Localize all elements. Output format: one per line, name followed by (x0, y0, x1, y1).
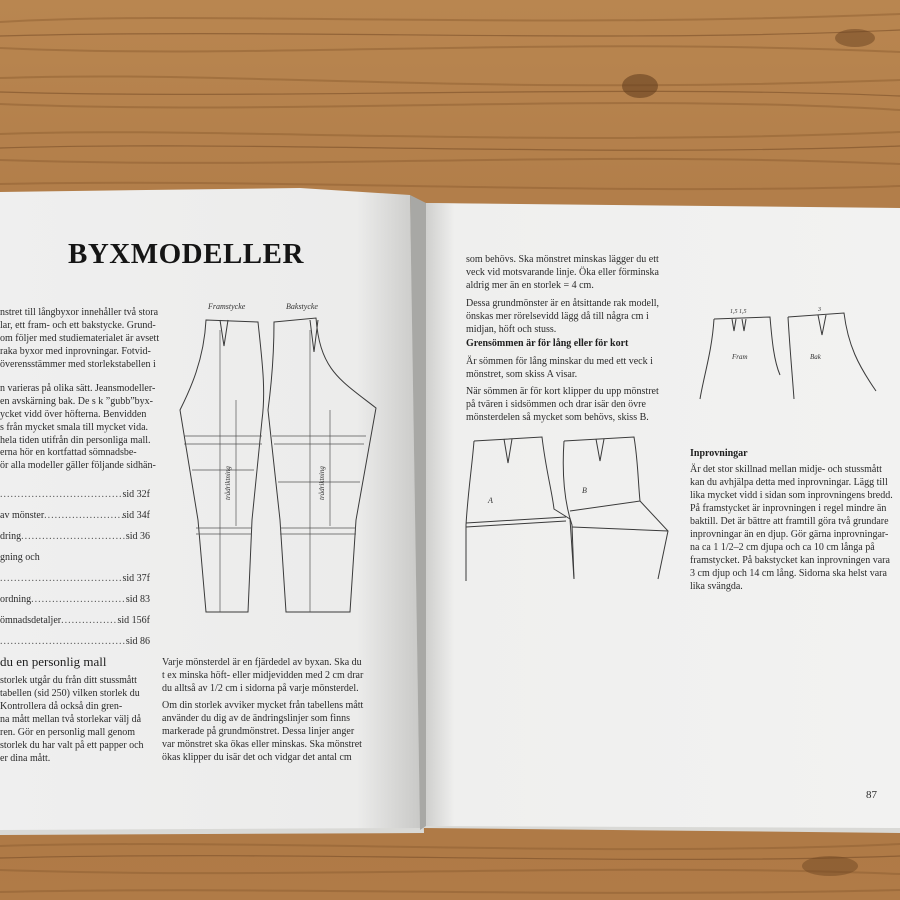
text-line: På framstycket är inprovningen i regel mindre än (690, 503, 887, 514)
sketch-a-outline (466, 437, 574, 581)
grain-label-front: trådriktning (224, 466, 232, 500)
front-piece-label: Framstycke (208, 302, 246, 311)
reference-item: gning och (0, 552, 40, 563)
back-dart-label: 3 (818, 307, 821, 313)
sketch-b-outline (563, 437, 668, 579)
text-line: Är sömmen för lång minskar du med ett veck i (466, 356, 653, 367)
text-line: lar, ett fram- och ett bakstycke. Grund- (0, 320, 156, 331)
continued-paragraph (466, 253, 682, 292)
reference-item: av mönster ..... sid 34f (0, 505, 150, 526)
text-line: Är det stor skillnad mellan midje- och stussmått (690, 464, 882, 475)
front-dart-label: 1,5 1,5 (730, 309, 747, 315)
trouser-pattern-figure (170, 300, 382, 618)
sketch-a-b (462, 431, 676, 591)
back-piece-outline (268, 318, 376, 612)
text-line: lika mycket vidd i sidan som inprovningens bredd. (690, 490, 893, 501)
text-line: 3 cm djup och 14 cm lång. Sidorna ska helst vara (690, 568, 887, 579)
reference-item: ..... sid 86 (0, 631, 150, 652)
text-line: ör alla modeller gäller följande sidhän- (0, 460, 156, 471)
text-line: storlek utgår du från ditt stussmått (0, 675, 137, 686)
text-line: en avskärning bak. De s k ”gubb”byx- (0, 396, 154, 407)
darts-heading: Inprovningar (690, 448, 748, 459)
text-line: ren. Gör en personlig mall genom (0, 727, 135, 738)
text-line: n varieras på olika sätt. Jeansmodeller- (0, 383, 156, 394)
text-line: När sömmen är för kort klipper du upp mönstret (466, 386, 659, 397)
text-line: veck vid motsvarande linje. Öka eller förminska (466, 267, 659, 278)
reference-item: ömnadsdetaljer ..... sid 156f (0, 610, 150, 631)
reference-item: ..... sid 32f (0, 484, 150, 505)
page-number: 87 (866, 789, 877, 801)
text-line: önskas mer rörelsevidd lägg då till några cm i (466, 311, 649, 322)
text-line: Varje mönsterdel är en fjärdedel av byxan. Ska du (162, 657, 362, 668)
text-line: ycket vidd över höfterna. Benvidden (0, 409, 147, 420)
seam-short-paragraph (466, 385, 682, 424)
text-line: hela tiden utifrån din personliga mall. (0, 435, 151, 446)
back-piece-label: Bakstycke (286, 302, 318, 311)
mall-paragraph (0, 674, 150, 765)
basic-model-paragraph (466, 297, 682, 336)
text-line: erna hör en kortfattad sömnadsbe- (0, 447, 137, 458)
reference-list (0, 484, 150, 652)
text-line: använder du dig av de ändringslinjer som finns (162, 713, 351, 724)
text-line: du alltså av 1/2 cm i sidorna på varje mönsterdel. (162, 683, 359, 694)
text-line: mönstret, som skiss A visar. (466, 369, 578, 380)
text-line: tabellen (sid 250) vilken storlek du (0, 688, 140, 699)
text-line: inprovningar än en djup. Gör gärna inprovningar- (690, 529, 889, 540)
crotch-seam-heading: Grensömmen är för lång eller för kort (466, 338, 629, 349)
section-heading: du en personlig mall (0, 654, 107, 669)
left-page (0, 192, 410, 830)
seam-long-paragraph (466, 355, 682, 381)
sewing-paragraph (0, 446, 160, 472)
text-line: nstret till långbyxor innehåller två stora (0, 307, 159, 318)
intro-paragraph (0, 306, 160, 371)
text-line: midjan, höft och stuss. (466, 324, 557, 335)
text-line: Om din storlek avviker mycket från tabellens mått (162, 700, 364, 711)
front-dart (220, 320, 228, 346)
text-line: na mått mellan två storlekar välj då (0, 714, 142, 725)
sketch-a-label: A (488, 496, 493, 505)
text-line: Kontrollera då också din gren- (0, 701, 123, 712)
reference-item: dring ..... sid 36 (0, 526, 150, 547)
text-line: storlek du har valt på ett papper och (0, 740, 144, 751)
text-line: markerade på grundmönstret. Dessa linjer anger (162, 726, 355, 737)
text-line: aldrig mer än en storlek = 4 cm. (466, 280, 594, 291)
text-line: Dessa grundmönster är en åtsittande rak modell, (466, 298, 659, 309)
text-line: överensstämmer med storlekstabellen i (0, 359, 156, 370)
text-line: er dina mått. (0, 753, 51, 764)
back-label: Bak (810, 353, 821, 361)
text-line: kan du avhjälpa detta med inprovningar. Lägg till (690, 477, 888, 488)
text-line: framstycket. På bakstycket kan inprovningen vara (690, 555, 890, 566)
grain-label-back: trådriktning (318, 466, 326, 500)
darts-paragraph (690, 463, 896, 593)
right-page (424, 203, 900, 830)
text-line: s från mycket smala till mycket vida. (0, 422, 149, 433)
reference-item: ordning ..... sid 83 (0, 589, 150, 610)
text-line: raka byxor med inprovningar. Fotvid- (0, 346, 151, 357)
dart-figure (694, 301, 884, 425)
text-line: var mönstret ska ökas eller minskas. Ska mönstret (162, 739, 362, 750)
text-line: baktill. Det är bättre att framtill göra två grundare (690, 516, 889, 527)
text-line: som behövs. Ska mönstret minskas lägger du ett (466, 254, 659, 265)
sketch-a-dart (504, 439, 512, 463)
variation-paragraph (0, 382, 160, 447)
front-piece-outline (180, 320, 264, 612)
text-line: ökas klipper du isär det och vidgar det antal cm (162, 752, 352, 763)
back-outline (788, 313, 876, 399)
text-line: t ex minska höft- eller midjevidden med 2 cm drar (162, 670, 364, 681)
quarter-paragraph (162, 656, 380, 764)
page-title: BYXMODELLER (68, 238, 304, 270)
front-label: Fram (732, 353, 748, 361)
text-line: mönsterdelen så mycket som behövs, skiss B. (466, 412, 649, 423)
text-line: lika svängda. (690, 581, 743, 592)
text-line: na ca 1 1/2–2 cm djupa och ca 10 cm långa på (690, 542, 875, 553)
sketch-b-label: B (582, 486, 587, 495)
reference-item: ..... sid 37f (0, 568, 150, 589)
text-line: om följer med studiematerialet är avsett (0, 333, 160, 344)
sketch-b-dart (596, 439, 604, 461)
text-line: på tvären i sidsömmen och drar isär den övre (466, 399, 646, 410)
